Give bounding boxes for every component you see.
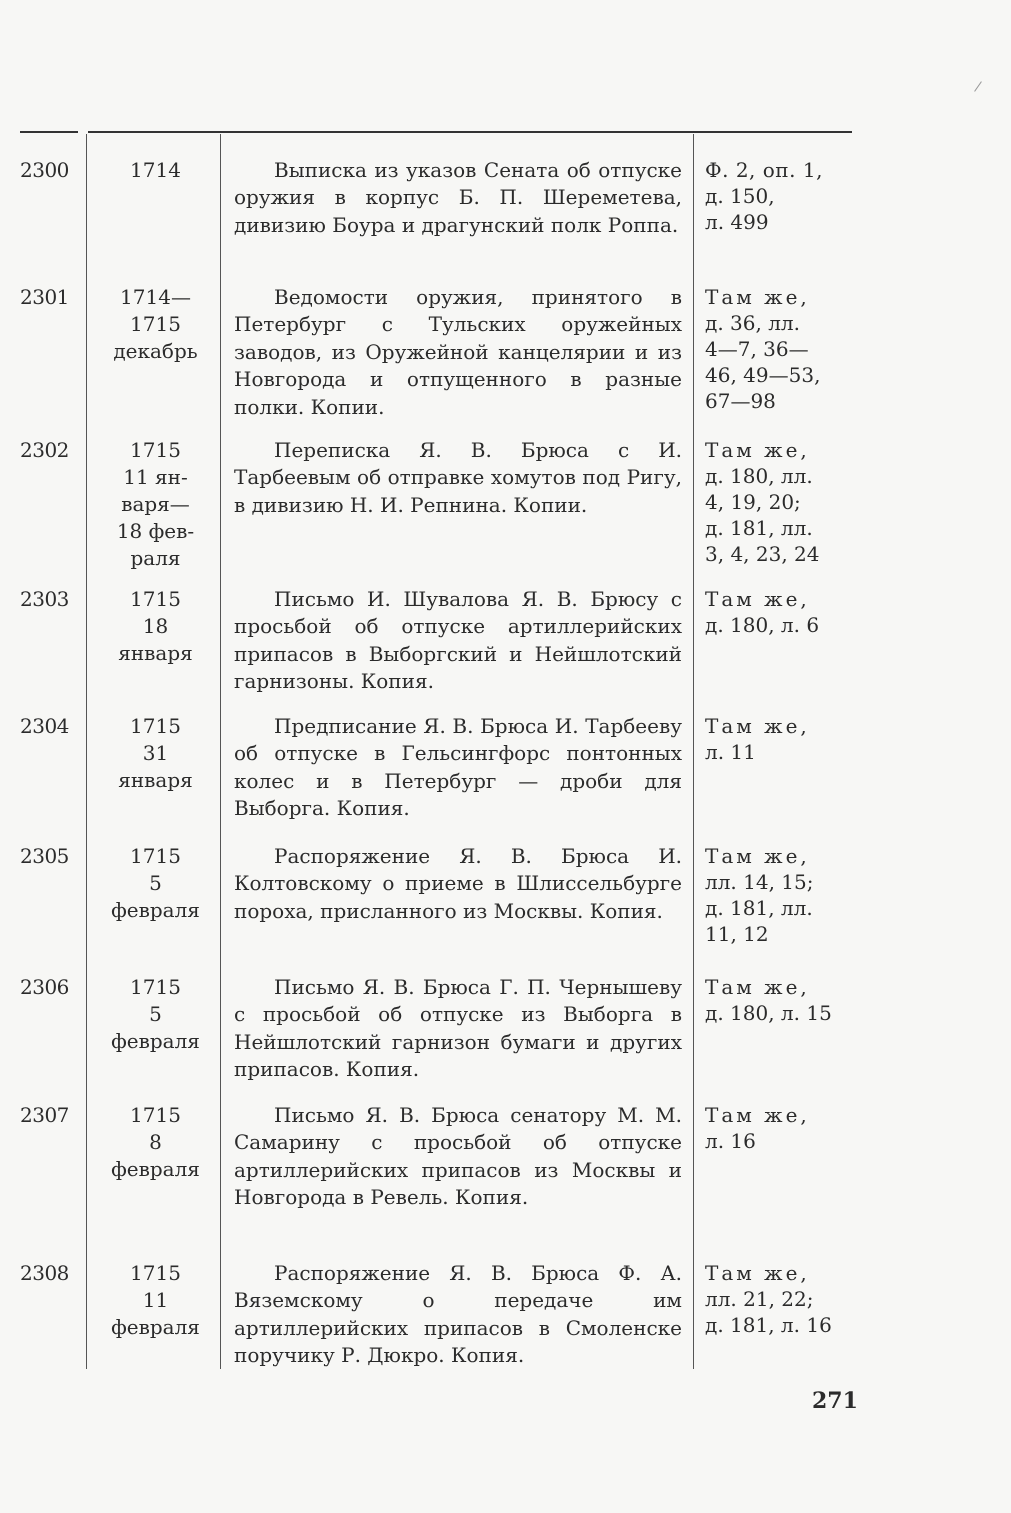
record-reference bbox=[705, 157, 853, 235]
record-number: 2305 bbox=[20, 844, 69, 868]
record-reference bbox=[705, 974, 853, 1026]
record-date: 1715 5 февраля bbox=[111, 975, 200, 1053]
reference-detail: д. 180, л. 15 bbox=[705, 1001, 832, 1025]
record-description: Распоряжение Я. В. Брюса Ф. А. Вяземскому о передаче им артиллерийских припасов в Смоленске поручику Р. Дюкро. Копия. bbox=[234, 1261, 682, 1368]
reference-detail: л. 16 bbox=[705, 1129, 756, 1153]
reference-head: Там же, bbox=[705, 975, 810, 999]
scan-mark bbox=[974, 81, 982, 91]
reference-detail: д. 180, л. 6 bbox=[705, 613, 820, 637]
column-divider-2 bbox=[220, 134, 221, 1369]
record-description: Распоряжение Я. В. Брюса И. Колтовскому о приеме в Шлиссельбурге пороха, присланного из Москвы. Копия. bbox=[234, 844, 682, 923]
record-number: 2306 bbox=[20, 975, 69, 999]
record-description: Письмо Я. В. Брюса Г. П. Чернышеву с просьбой об отпуске из Выборга в Нейшлотский гарнизон бумаги и других припасов. Копия. bbox=[234, 975, 682, 1082]
record-number: 2300 bbox=[20, 158, 69, 182]
record-description: Ведомости оружия, принятого в Петербург с Тульских оружейных заводов, из Оружейной канцелярии и из Новгорода и отпущенного в разные полки. Копии. bbox=[234, 285, 682, 419]
record-number: 2304 bbox=[20, 714, 69, 738]
reference-head: Там же, bbox=[705, 1103, 810, 1127]
reference-head: Там же, bbox=[705, 438, 810, 462]
record-reference bbox=[705, 586, 853, 638]
table-top-rule bbox=[20, 131, 852, 133]
record-description: Письмо Я. В. Брюса сенатору М. М. Самарину с просьбой об отпуске артиллерийских припасов из Москвы и Новгорода в Ревель. Копия. bbox=[234, 1103, 682, 1210]
record-number: 2307 bbox=[20, 1103, 69, 1127]
page-number: 271 bbox=[812, 1388, 858, 1414]
reference-detail: д. 180, лл. 4, 19, 20; д. 181, лл. 3, 4, 23, 24 bbox=[705, 464, 820, 566]
record-date: 1715 11 ян- варя— 18 фев- раля bbox=[116, 438, 195, 570]
record-date: 1715 11 февраля bbox=[111, 1261, 200, 1339]
reference-head: Ф. 2, оп. 1, bbox=[705, 158, 823, 182]
record-number: 2308 bbox=[20, 1261, 69, 1285]
record-number: 2302 bbox=[20, 438, 69, 462]
reference-detail: д. 36, лл. 4—7, 36— 46, 49—53, 67—98 bbox=[705, 311, 821, 413]
record-description: Переписка Я. В. Брюса с И. Тарбеевым об отправке хомутов под Ригу, в дивизию Н. И. Репнина. Копии. bbox=[234, 438, 682, 517]
reference-head: Там же, bbox=[705, 1261, 810, 1285]
reference-head: Там же, bbox=[705, 587, 810, 611]
record-description: Выписка из указов Сената об отпуске оружия в корпус Б. П. Шереметева, дивизию Боура и драгунский полк Роппа. bbox=[234, 158, 682, 237]
record-description: Письмо И. Шувалова Я. В. Брюсу с просьбой об отпуске артиллерийских припасов в Выборгский и Нейшлотский гарнизоны. Копия. bbox=[234, 587, 682, 694]
record-reference bbox=[705, 284, 853, 414]
record-reference bbox=[705, 1260, 853, 1338]
reference-detail: лл. 14, 15; д. 181, лл. 11, 12 bbox=[705, 870, 814, 946]
record-number: 2301 bbox=[20, 285, 69, 309]
reference-detail: л. 11 bbox=[705, 740, 756, 764]
record-date: 1715 31 января bbox=[118, 714, 193, 792]
reference-head: Там же, bbox=[705, 844, 810, 868]
column-divider-1 bbox=[86, 134, 87, 1369]
reference-head: Там же, bbox=[705, 714, 810, 738]
reference-detail: лл. 21, 22; д. 181, л. 16 bbox=[705, 1287, 832, 1337]
record-description: Предписание Я. В. Брюса И. Тарбееву об отпуске в Гельсингфорс понтонных колес и в Петербург — дроби для Выборга. Копия. bbox=[234, 714, 682, 821]
record-reference bbox=[705, 843, 853, 947]
record-number: 2303 bbox=[20, 587, 69, 611]
record-reference bbox=[705, 1102, 853, 1154]
record-reference bbox=[705, 437, 853, 567]
record-reference bbox=[705, 713, 853, 765]
reference-head: Там же, bbox=[705, 285, 810, 309]
column-divider-3 bbox=[693, 134, 694, 1369]
record-date: 1715 18 января bbox=[118, 587, 193, 665]
record-date: 1714— 1715 декабрь bbox=[113, 285, 198, 363]
reference-detail: д. 150, л. 499 bbox=[705, 184, 775, 234]
record-date: 1715 8 февраля bbox=[111, 1103, 200, 1181]
record-date: 1714 bbox=[130, 158, 181, 182]
record-date: 1715 5 февраля bbox=[111, 844, 200, 922]
